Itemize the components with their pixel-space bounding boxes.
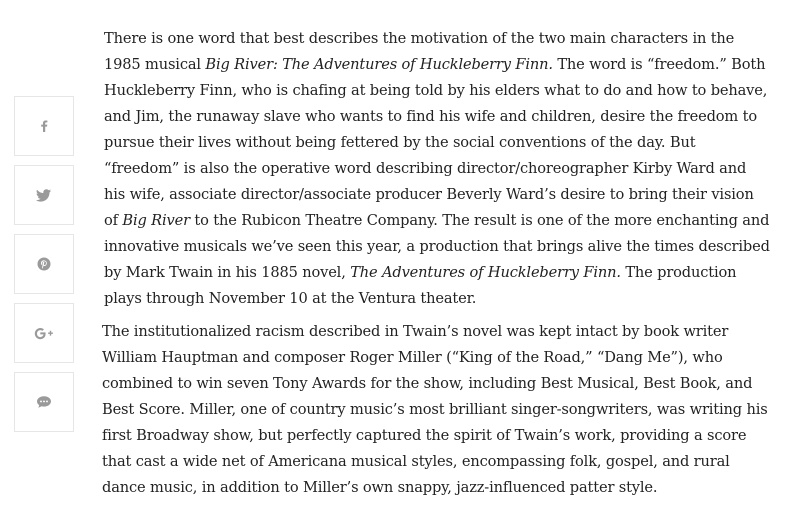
novel-title: The Adventures of Huckleberry Finn. [350, 264, 621, 281]
show-title: Big River: The Adventures of Huckleberry Finn. [205, 56, 553, 73]
article-paragraph: The institutionalized racism described in Twain’s novel was kept intact by book writer William Hauptman and composer Roger Miller (“King of the Road,” “Dang Me”), who combined to win seven Tony Awards for the show, including Best Musical, Best Book, and Best Score. Miller, one of country music’s most brilliant singer-songwriters, was writing his first Broadway show, but perfectly captured the spirit of Twain’s work, providing a score that cast a wide net of Americana musical styles, encompassing folk, gospel, and rural dance music, in addition to Miller’s own snappy, jazz-influenced patter style. [102, 323, 768, 496]
twitter-icon [36, 188, 52, 202]
comment-icon [36, 395, 52, 409]
facebook-icon [37, 119, 51, 133]
comment-button[interactable] [14, 372, 74, 432]
pinterest-icon [37, 257, 51, 271]
google-plus-share-button[interactable] [14, 303, 74, 363]
show-title: Big River [122, 212, 190, 229]
paragraph-text: There is one word that best describes the motivation of the two main characters in the 1985 musical [104, 30, 735, 73]
google-plus-icon [34, 327, 54, 340]
article-body [104, 26, 770, 508]
twitter-share-button[interactable] [14, 165, 74, 225]
paragraph-text: The production plays through November 10 at the Ventura theater. [104, 264, 737, 307]
facebook-share-button[interactable] [14, 96, 74, 156]
paragraph-text: The word is “freedom.” Both Huckleberry Finn, who is chafing at being told by his elders what to do and how to behave, and Jim, the runaway slave who wants to find his wife and children, desire the freedom to pursue their lives without being fettered by the social conventions of the day. But “freedom” is also the operative word describing director/choreographer Kirby Ward and his wife, associate director/associate producer Beverly Ward’s desire to bring their vision of [104, 56, 768, 229]
paragraph-text: to the Rubicon Theatre Company. The result is one of the more enchanting and innovative musicals we’ve seen this year, a production that brings alive the times described by Mark Twain in his 1885 novel, [104, 212, 770, 281]
pinterest-share-button[interactable] [14, 234, 74, 294]
article-paragraph [104, 26, 770, 312]
